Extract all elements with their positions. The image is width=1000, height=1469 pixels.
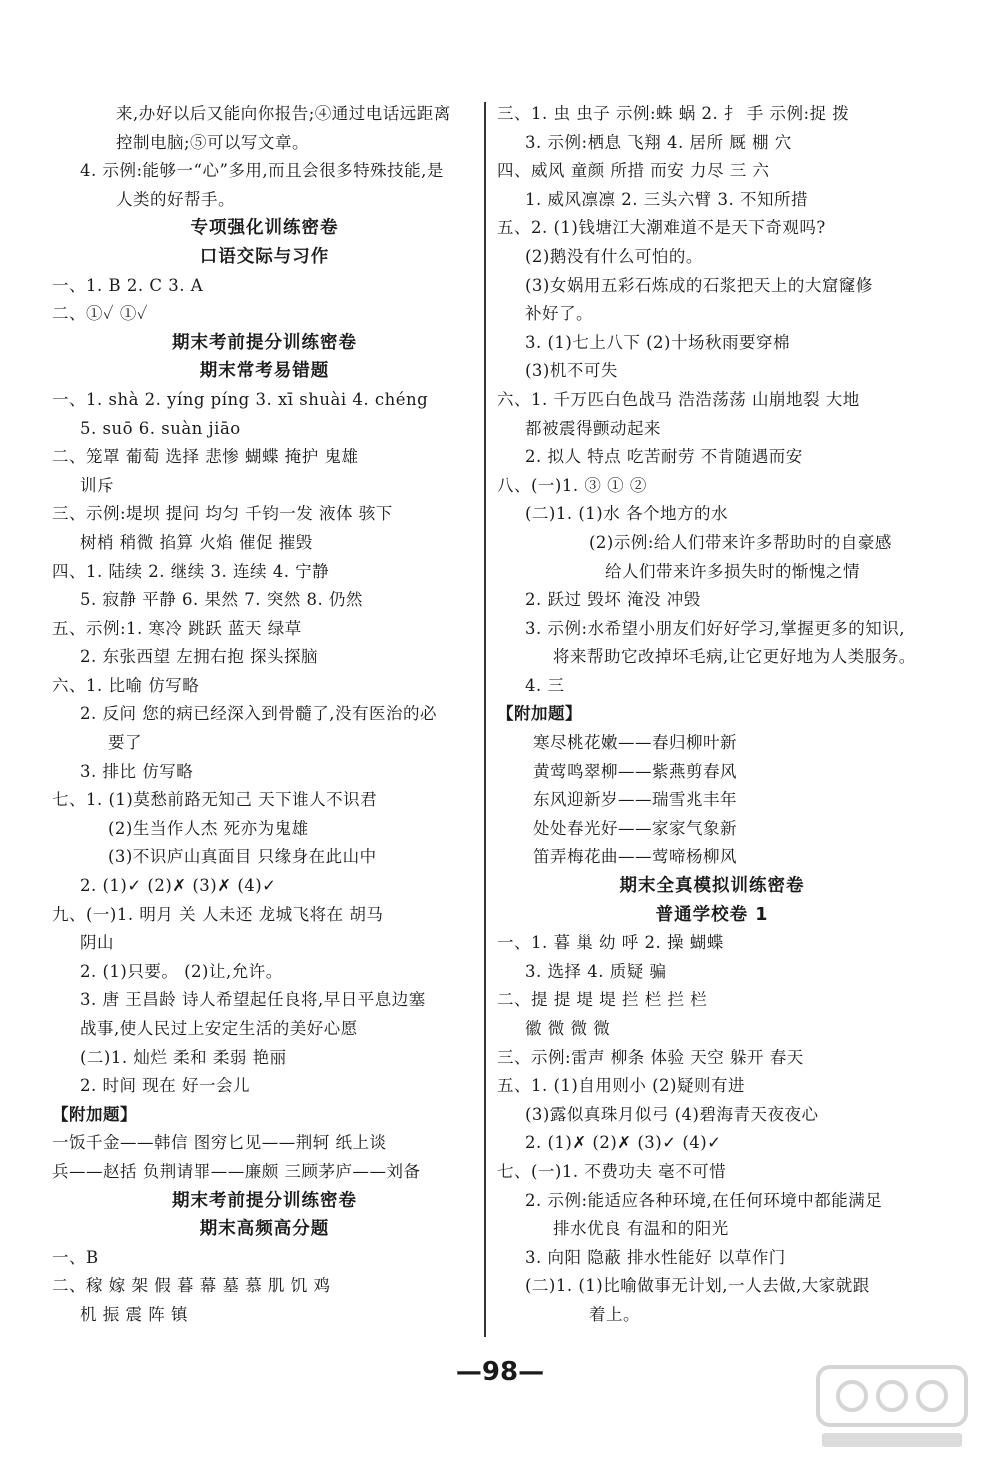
section-heading: 期末常考易错题 [199,361,330,382]
right-column [497,100,927,1330]
answer-line: 4. 示例:能够一“心”多用,而且会很多特殊技能,是 [80,161,444,181]
answer-line: 黄莺鸣翠柳——紫燕剪春风 [533,761,737,781]
answer-line: 一、B [52,1247,99,1267]
answer-line: 东风迎新岁——瑞雪兆丰年 [533,790,737,810]
answer-line: 2. 拟人 特点 吃苦耐劳 不肯随遇而安 [525,447,803,467]
section-heading: 期末全真模拟训练密卷 [619,876,805,897]
section-heading: 口语交际与习作 [199,246,330,267]
answer-line: 寒尽桃花嫩——春归柳叶新 [533,733,737,753]
answer-line: 排水优良 有温和的阳光 [553,1219,729,1239]
answer-line: 3. 示例:栖息 飞翔 4. 居所 厩 棚 穴 [525,132,792,152]
answer-line: 都被震得颤动起来 [525,418,661,438]
answer-line: 四、1. 陆续 2. 继续 3. 连续 4. 宁静 [52,561,330,581]
answer-line: 3. 选择 4. 质疑 骗 [525,961,667,981]
column-divider [484,102,486,1337]
answer-line: 3. 排比 仿写略 [80,761,194,781]
answer-line: 六、1. 千万匹白色战马 浩浩荡荡 山崩地裂 大地 [497,389,860,409]
answer-line: 2. 时间 现在 好一会儿 [80,1076,250,1096]
answer-line: 2. (1)只要。 (2)让,允许。 [80,961,283,981]
answer-line: (3)女娲用五彩石炼成的石浆把天上的大窟窿修 [525,275,873,295]
answer-line: 八、(一)1. ③ ① ② [497,475,647,495]
answer-line: 三、1. 虫 虫子 示例:蛛 蜗 2. 扌 手 示例:捉 拨 [497,104,850,123]
answer-line: 机 振 震 阵 镇 [80,1304,188,1324]
answer-line: (二)1. 灿烂 柔和 柔弱 艳丽 [80,1047,287,1067]
answer-line: 5. suō 6. suàn jiāo [80,418,241,438]
answer-line: (3)不识庐山真面目 只缘身在此山中 [108,847,377,867]
left-column [52,100,477,1330]
answer-line: 二、稼 嫁 架 假 暮 幕 墓 慕 肌 饥 鸡 [52,1276,331,1296]
answer-line: 树梢 稍微 掐算 火焰 催促 摧毁 [80,532,313,552]
answer-line: 二、①✓ ①✓ [52,304,149,324]
section-heading: 期末高频高分题 [199,1219,330,1240]
bonus-label: 【附加题】 [497,704,582,724]
watermark-logo [812,1363,972,1455]
answer-line: 徽 微 微 微 [525,1019,611,1038]
answer-line: (2)生当作人杰 死亦为鬼雄 [108,818,309,838]
section-heading: 期末考前提分训练密卷 [172,1190,357,1211]
answer-line: (二)1. (1)水 各个地方的水 [525,504,728,524]
answer-line: 四、威风 童颜 所措 而安 力尽 三 六 [497,161,770,181]
answer-line: 三、示例:雷声 柳条 体验 天空 躲开 春天 [497,1047,804,1067]
answer-line: 笛弄梅花曲——莺啼杨柳风 [533,847,737,867]
answer-line: 3. 唐 王昌龄 诗人希望起任良将,早日平息边塞 [80,990,426,1010]
answer-line: (二)1. (1)比喻做事无计划,一人去做,大家就跟 [525,1276,870,1296]
answer-line: (2)鹅没有什么可怕的。 [525,246,703,266]
answer-line: 4. 三 [525,675,565,695]
section-heading: 普通学校卷 1 [655,904,769,925]
answer-line: 将来帮助它改掉坏毛病,让它更好地为人类服务。 [553,647,916,667]
bonus-label: 【附加题】 [52,1104,137,1124]
answer-line: 3. 向阳 隐蔽 排水性能好 以草作门 [525,1247,786,1267]
answer-line: 控制电脑;⑤可以写文章。 [116,132,310,152]
answer-line: (3)露似真珠月似弓 (4)碧海青天夜夜心 [525,1104,819,1124]
answer-line: 五、示例:1. 寒冷 跳跃 蓝天 绿草 [52,618,302,638]
answer-line: 一、1. shà 2. yíng píng 3. xī shuài 4. chéng [52,389,429,409]
answer-line: 来,办好以后又能向你报告;④通过电话远距离 [116,104,451,123]
section-heading: 期末考前提分训练密卷 [172,332,357,353]
answer-line: 3. (1)七上八下 (2)十场秋雨要穿棉 [525,332,790,352]
answer-line: 七、(一)1. 不费功夫 毫不可惜 [497,1161,727,1181]
answer-line: 六、1. 比喻 仿写略 [52,675,200,695]
answer-line: (3)机不可失 [525,361,618,381]
answer-line: 五、1. (1)自用则小 (2)疑则有进 [497,1076,745,1096]
answer-line: 2. 跃过 毁坏 淹没 冲毁 [525,590,701,610]
answer-line: 人类的好帮手。 [116,189,235,209]
answer-line: 处处春光好——家家气象新 [533,818,737,838]
answer-line: 五、2. (1)钱塘江大潮难道不是天下奇观吗? [497,218,826,238]
answer-line: 七、1. (1)莫愁前路无知己 天下谁人不识君 [52,790,378,810]
answer-line: 要了 [108,733,142,753]
answer-line: 一、1. 暮 巢 幼 呼 2. 操 蝴蝶 [497,933,724,953]
answer-line: 2. 东张西望 左拥右抱 探头探脑 [80,647,318,667]
answer-line: 阴山 [80,933,114,953]
answer-line: 2. (1)✗ (2)✗ (3)✓ (4)✓ [525,1133,722,1153]
answer-line: 一饭千金——韩信 图穷匕见——荆轲 纸上谈 [52,1133,387,1153]
answer-line: 二、笼罩 葡萄 选择 悲惨 蝴蝶 掩护 鬼雄 [52,447,359,467]
answer-line: 训斥 [80,475,114,495]
answer-line: 一、1. B 2. C 3. A [52,275,204,295]
answer-line: 5. 寂静 平静 6. 果然 7. 突然 8. 仍然 [80,590,363,610]
answer-line: 3. 示例:水希望小朋友们好好学习,掌握更多的知识, [525,618,906,638]
answer-line: 二、提 提 堤 堤 拦 栏 拦 栏 [497,990,708,1010]
section-heading: 专项强化训练密卷 [190,218,339,239]
answer-line: 兵——赵括 负荆请罪——廉颇 三顾茅庐——刘备 [52,1161,421,1181]
answer-line: 着上。 [589,1304,640,1324]
answer-line: 1. 威风凛凛 2. 三头六臂 3. 不知所措 [525,189,808,209]
answer-line: 2. 反问 您的病已经深入到骨髓了,没有医治的必 [80,704,437,724]
answer-line: 2. (1)✓ (2)✗ (3)✗ (4)✓ [80,876,277,896]
answer-line: 战事,使人民过上安定生活的美好心愿 [80,1019,358,1038]
page-number: —98— [455,1357,545,1387]
answer-line: 三、示例:堤坝 提问 均匀 千钧一发 液体 骇下 [52,504,393,524]
answer-line: (2)示例:给人们带来许多帮助时的自豪感 [589,532,892,552]
answer-line: 2. 示例:能适应各种环境,在任何环境中都能满足 [525,1190,883,1210]
answer-line: 九、(一)1. 明月 关 人未还 龙城飞将在 胡马 [52,904,384,924]
answer-line: 补好了。 [525,304,593,324]
answer-line: 给人们带来许多损失时的惭愧之情 [605,561,860,581]
